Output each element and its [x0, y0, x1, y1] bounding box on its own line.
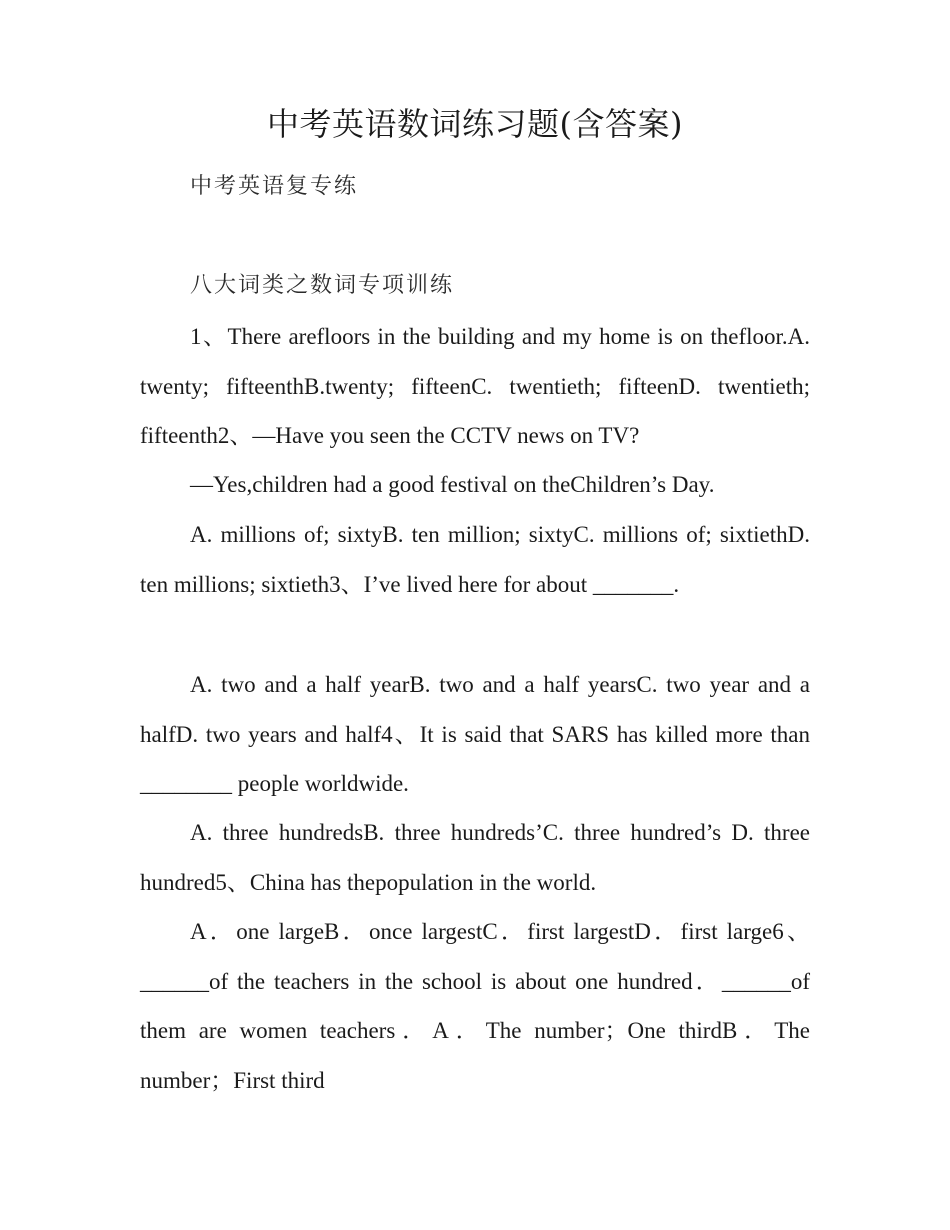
section-heading: 八大词类之数词专项训练 — [190, 273, 455, 298]
document-subtitle: 中考英语复专练 — [190, 174, 359, 199]
question-paragraph-2: —Yes,children had a good festival on theChildren’s Day. — [190, 472, 715, 497]
question-paragraph-3: A. millions of; sixtyB. ten million; sixtyC. millions of; sixtiethD. ten millions; sixtieth3、I’ve lived here for about _______. — [140, 522, 810, 597]
document-title: 中考英语数词练习题(含答案) — [267, 105, 683, 143]
question-paragraph-6: A．one largeB．once largestC．first largestD．first large6、______of the teachers in the school is about one hundred．______of them are women teachers．A．The number；One thirdB．The number；First third — [140, 919, 810, 1093]
question-paragraph-4: A. two and a half yearB. two and a half yearsC. two year and a halfD. two years and half4、It is said that SARS has killed more than ________ people worldwide. — [140, 672, 810, 797]
question-paragraph-1: 1、There arefloors in the building and my home is on thefloor.A. twenty; fifteenthB.twenty; fifteenC. twentieth; fifteenD. twentieth; fifteenth2、—Have you seen the CCTV news on TV? — [140, 324, 810, 449]
question-paragraph-5: A. three hundredsB. three hundreds’C. three hundred’s D. three hundred5、China has thepopulation in the world. — [140, 820, 810, 895]
